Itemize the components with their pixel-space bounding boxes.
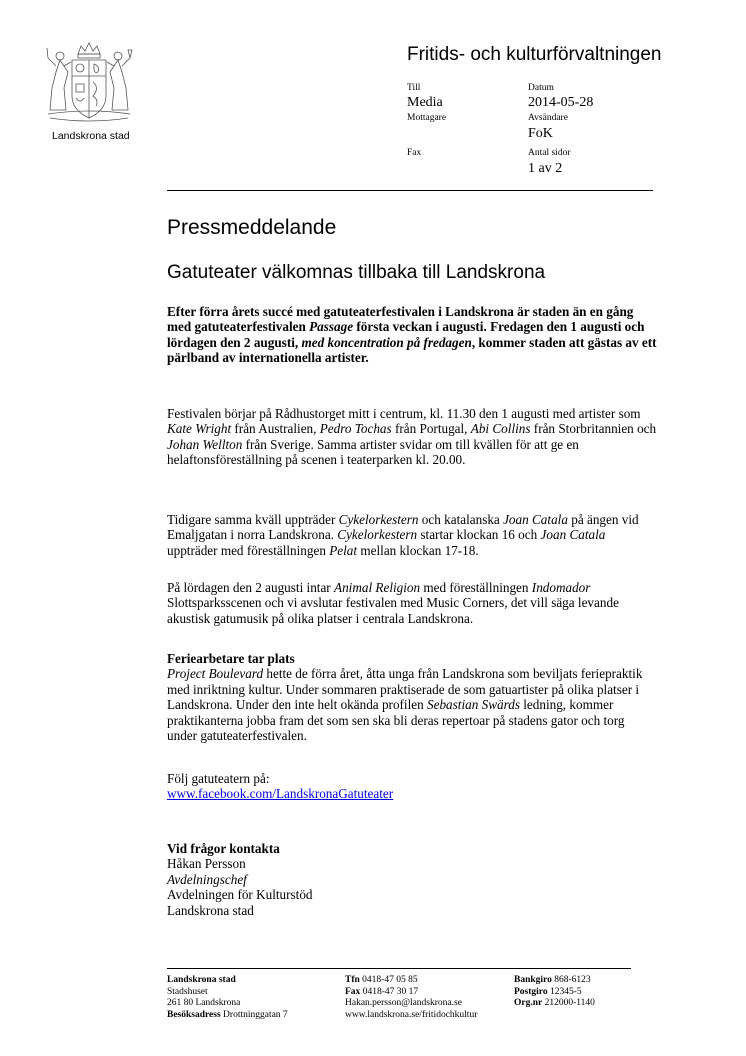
till-value: Media [407, 95, 443, 110]
paragraph-saturday: På lördagen den 2 augusti intar Animal Religion med föreställningen Indomador Slottsparksscenen och vi avslutar festivalen med Music Corners, det vill säga levande akustisk gatumusik på olika platser i centrala Landskrona. [167, 580, 619, 626]
antal-sidor-label: Antal sidor [528, 148, 571, 158]
section-feriearbetare: Feriearbetare tar plats Project Boulevard hette de förra året, åtta unga från Landskrona som beviljats feriepraktik med inriktning kultur. Under sommaren praktiserade de som gatuartister på olika platser i Landskrona. Under den inte helt okända profilen Sebastian Swärds ledning, kommer praktikanterna jobba fram det som sen ska bli deras repertoar på stadens gator och torg under gatuteaterfestivalen. [167, 651, 643, 744]
contact-org: Landskrona stad [167, 902, 254, 918]
footer-address: Landskrona stad Stadshuset 261 80 Landskrona Besöksadress Drottninggatan 7 [167, 975, 288, 1020]
contact-name: Håkan Persson [167, 856, 246, 872]
contact-role: Avdelningschef [167, 871, 247, 887]
facebook-link[interactable]: www.facebook.com/LandskronaGatuteater [167, 786, 394, 802]
section-heading: Feriearbetare tar plats [167, 651, 295, 666]
paragraph-festival-start: Festivalen börjar på Rådhustorget mitt i centrum, kl. 11.30 den 1 augusti med artister som Kate Wright från Australien, Pedro Tochas från Portugal, Abi Collins från Storbritannien och Johan Wellton från Sverige. Samma artister svidar om till kvällen för att ge en helaftonsföreställning på scenen i teaterparken kl. 20.00. [167, 406, 657, 468]
document-title: Gatuteater välkomnas tillbaka till Landskrona [167, 262, 546, 283]
datum-label: Datum [528, 83, 554, 93]
department-name: Fritids- och kulturförvaltningen [407, 44, 662, 65]
till-label: Till [407, 83, 421, 93]
avsandare-value: FoK [528, 126, 553, 141]
paragraph-evening: Tidigare samma kväll uppträder Cykelorkestern och katalanska Joan Catala på ängen vid Emaljgatan i norra Landskrona. Cykelorkestern startar klockan 16 och Joan Catala uppträder med föreställningen Pelat mellan klockan 17-18. [167, 512, 639, 558]
lead-paragraph: Efter förra årets succé med gatuteaterfestivalen i Landskrona är staden än en gång med gatuteaterfestivalen Passage första veckan i augusti. Fredagen den 1 augusti och lördagen den 2 augusti, med koncentration på fredagen, kommer staden att gästas av ett pärlband av internationella artister. [167, 304, 657, 366]
avsandare-label: Avsändare [528, 113, 568, 123]
coat-of-arms-logo [44, 38, 134, 126]
footer-divider [167, 968, 631, 969]
organization-name: Landskrona stad [52, 130, 130, 142]
header-divider [167, 190, 653, 191]
footer-website: www.landskrona.se/fritidochkultur [345, 1009, 478, 1020]
contact-block [167, 841, 657, 918]
follow-section [167, 771, 657, 802]
footer-banking: Bankgiro 868-6123 Postgiro 12345-5 Org.nr 212000-1140 [514, 975, 595, 1008]
antal-sidor-value: 1 av 2 [528, 161, 563, 176]
fax-label: Fax [407, 148, 422, 158]
footer-email: Hakan.persson@landskrona.se [345, 998, 462, 1008]
datum-value: 2014-05-28 [528, 95, 594, 110]
contact-unit: Avdelningen för Kulturstöd [167, 887, 313, 903]
contact-heading: Vid frågor kontakta [167, 841, 280, 856]
document-type-heading: Pressmeddelande [167, 216, 337, 239]
follow-text: Följ gatuteatern på: [167, 771, 270, 786]
mottagare-label: Mottagare [407, 113, 447, 123]
footer-contact: Tfn 0418-47 05 85 Fax 0418-47 30 17 Hakan.persson@landskrona.se www.landskrona.se/fritidochkultur [345, 975, 478, 1020]
